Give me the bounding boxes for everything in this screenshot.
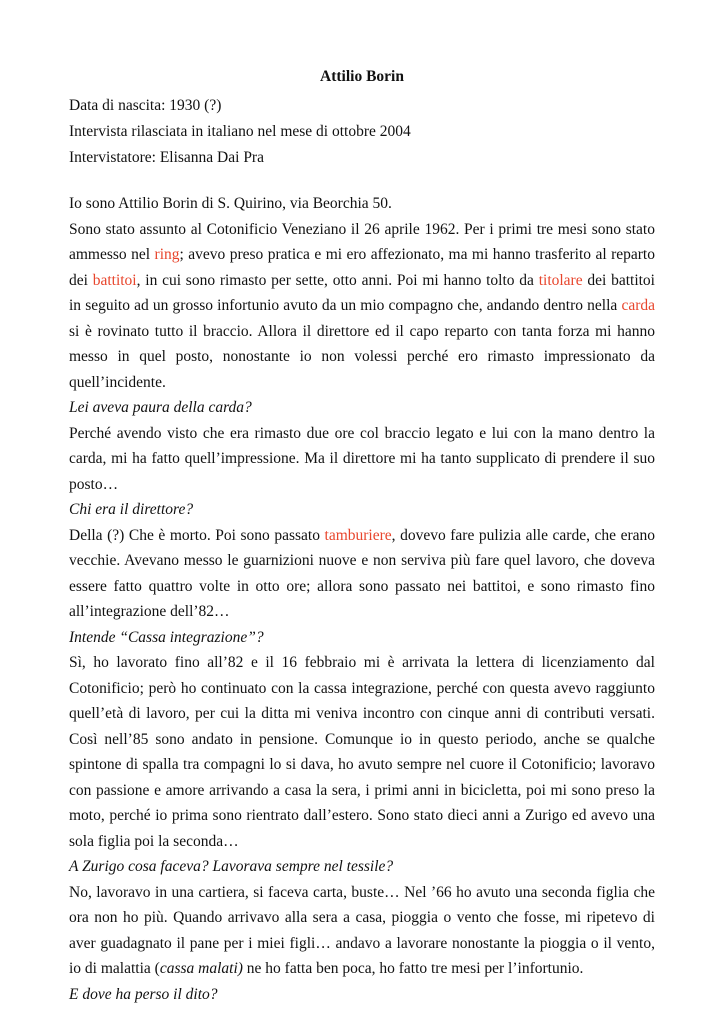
answer-paragraph-3 <box>69 523 655 625</box>
birth-date: Data di nascita: 1930 (?) <box>69 97 222 114</box>
question-3: Intende “Cassa integrazione”? <box>69 628 264 646</box>
text-run: No, lavoravo in una cartiera, si faceva carta, buste… Nel ’66 ho avuto una seconda figlia che ora non ho più. Quando arrivavo alla sera a casa, pioggia o vento che fosse, mi ripetevo di aver guadagnato il pane per i miei figli… andavo a lavorare nonostante la pioggia o il vento, io di malattia ( <box>69 883 655 977</box>
answer-paragraph-2: Perché avendo visto che era rimasto due ore col braccio legato e lui con la mano dentro la carda, mi ha fatto quell’impressione. Ma il direttore mi ha tanto supplicato di prendere il suo posto… <box>69 424 655 493</box>
question-4: A Zurigo cosa faceva? Lavorava sempre nel tessile? <box>69 858 394 875</box>
text-run: Sono stato assunto al Cotonificio Veneziano il 26 aprile 1962. Per i primi tre mesi sono stato ammesso nel <box>69 220 655 263</box>
interviewer: Intervistatore: Elisanna Dai Pra <box>69 149 264 166</box>
answer-paragraph-1 <box>69 217 655 396</box>
interview-transcript <box>69 191 655 1007</box>
text-run: dei battitoi in seguito ad un grosso infortunio avuto da un mio compagno che, andando dentro nella <box>69 271 655 314</box>
document-title: Attilio Borin <box>320 68 404 85</box>
question-2: Chi era il direttore? <box>69 501 194 518</box>
question-1: Lei aveva paura della carda? <box>69 399 252 416</box>
question-5: E dove ha perso il dito? <box>69 985 218 1003</box>
text-run: ne ho fatta ben poca, ho fatto tre mesi per l’infortunio. <box>242 960 584 977</box>
term-ring: ring <box>154 246 180 263</box>
text-run-italic: cassa malati) <box>159 960 243 977</box>
text-run: Della (?) Che è morto. Poi sono passato <box>69 526 325 544</box>
interview-metadata <box>69 93 659 171</box>
term-battitoi: battitoi <box>92 271 137 289</box>
text-run: si è rovinato tutto il braccio. Allora il direttore ed il capo reparto con tanta forza mi hanno messo in quel posto, nonostante io non volessi perché ero rimasto impressionato da quell’incidente. <box>69 322 655 391</box>
text-run: , dovevo fare pulizia alle carde, che erano vecchie. Avevano messo le guarnizioni nuove e non serviva più fare quel lavoro, che doveva essere fatto quattro volte in otto ore; allora sono passato nei battitoi, e sono rimasto fino all’integrazione dell’82… <box>69 526 655 620</box>
text-run: ; avevo preso pratica e mi ero affezionato, ma mi hanno trasferito al reparto dei <box>69 246 655 289</box>
interview-info: Intervista rilasciata in italiano nel mese di ottobre 2004 <box>69 123 411 140</box>
intro-paragraph: Io sono Attilio Borin di S. Quirino, via Beorchia 50. <box>69 195 392 212</box>
term-tamburiere: tamburiere <box>324 526 392 544</box>
text-run: , in cui sono rimasto per sette, otto anni. Poi mi hanno tolto da <box>136 271 539 289</box>
answer-paragraph-4: Sì, ho lavorato fino all’82 e il 16 febbraio mi è arrivata la lettera di licenziamento dal Cotonificio; però ho continuato con la cassa integrazione, perché con questa avevo raggiunto quell’età di lavoro, per cui la ditta mi veniva incontro con cinque anni di contributi versati. Così nell’85 sono andato in pensione. Comunque io in questo periodo, anche se qualche spintone di spalla tra compagni lo si dava, ho avuto sempre nel cuore il Cotonificio; lavoravo con passione e amore arrivando a casa la sera, i primi anni in bicicletta, poi mi sono preso la moto, perché io prima sono rientrato dall’estero. Sono stato dieci anni a Zurigo ed avevo una sola figlia poi la seconda… <box>69 654 655 850</box>
answer-paragraph-5 <box>69 880 655 982</box>
term-carda: carda <box>621 297 655 314</box>
term-titolare: titolare <box>538 271 583 289</box>
